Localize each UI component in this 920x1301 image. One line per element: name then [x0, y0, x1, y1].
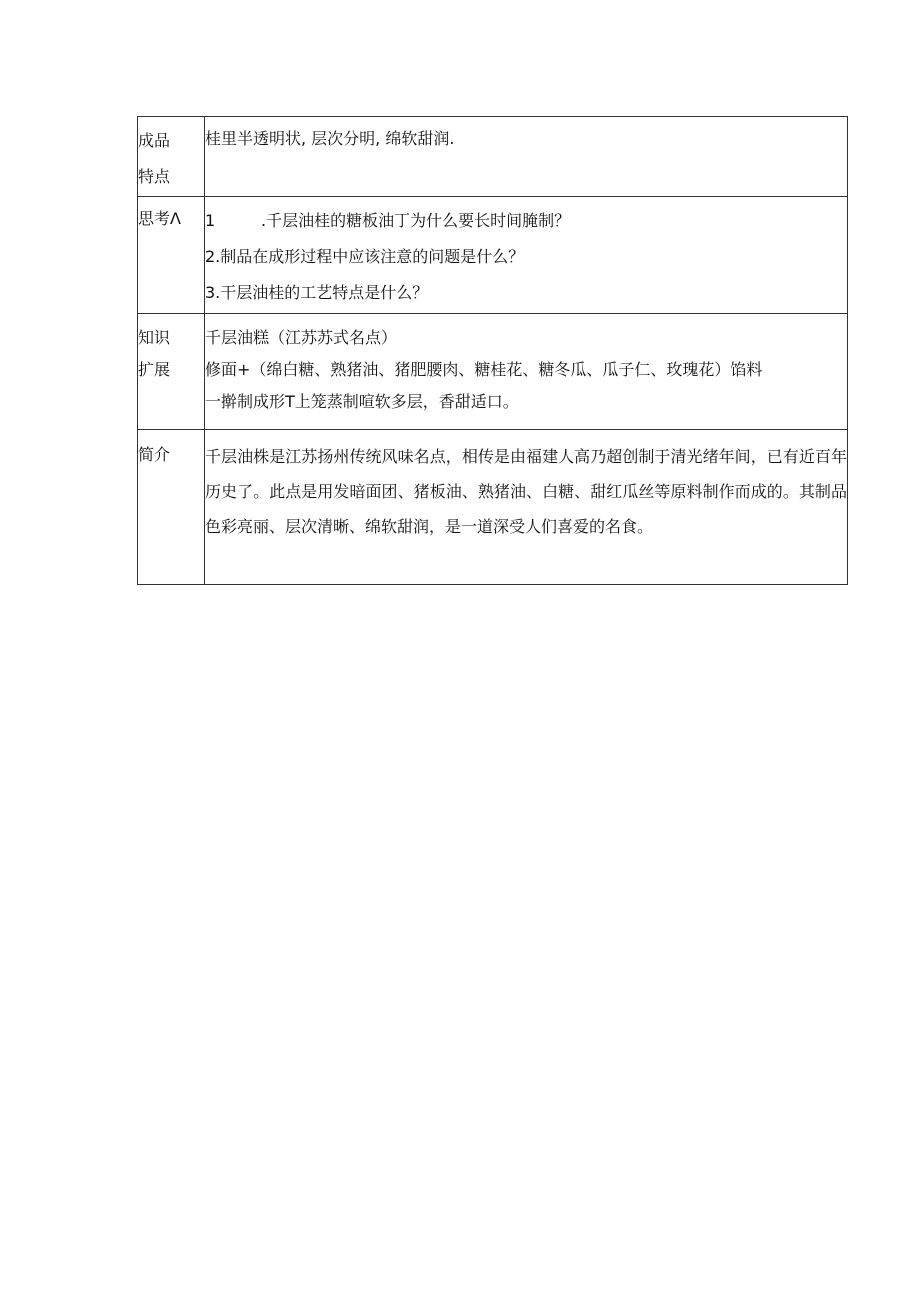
label-line: 知识 [138, 328, 171, 347]
row-content-introduction [205, 430, 848, 585]
row-content-knowledge [205, 314, 848, 430]
label-line: 简介 [138, 445, 171, 464]
label-line: 思考Λ [138, 209, 181, 228]
document-table [137, 116, 848, 585]
question-text: .千层油桂的糖板油丁为什么要长时间腌制？ [261, 211, 571, 230]
row-label-features [138, 117, 205, 197]
question-line [205, 203, 847, 239]
question-line: 2.制品在成形过程中应该注意的问题是什么？ [205, 247, 525, 266]
label-line: 特点 [138, 167, 171, 186]
question-line: 3.干层油桂的工艺特点是什么？ [205, 283, 429, 302]
content-line: 修面+（绵白糖、熟猪油、猪肥腰肉、糖桂花、糖冬瓜、瓜子仁、玫瑰花）馅料 [205, 360, 763, 379]
content-line: 千层油糕（江苏苏式名点） [205, 328, 398, 347]
row-label-knowledge [138, 314, 205, 430]
table-row-knowledge [138, 314, 848, 430]
label-line: 扩展 [138, 360, 171, 379]
label-line: 成品 [138, 131, 171, 150]
row-label-questions [138, 197, 205, 314]
table-row-questions [138, 197, 848, 314]
introduction-paragraph: 千层油株是江苏扬州传统风味名点，相传是由福建人高乃超创制于清光绪年间，已有近百年历史了。此点是用发暗面团、猪板油、熟猪油、白糖、甜红瓜丝等原料制作而成的。其制品色彩亮丽、层次清晰、绵软甜润，是一道深受人们喜爱的名食。 [205, 447, 847, 536]
table-row-introduction [138, 430, 848, 585]
question-number: 1 [205, 211, 216, 230]
table-row-features [138, 117, 848, 197]
row-label-introduction [138, 430, 205, 585]
row-content-features [205, 117, 848, 197]
row-content-questions [205, 197, 848, 314]
content-line: 一擀制成形T上笼蒸制喧软多层，香甜适口。 [205, 392, 519, 411]
content-line: 桂里半透明状, 层次分明, 绵软甜润. [205, 129, 455, 148]
